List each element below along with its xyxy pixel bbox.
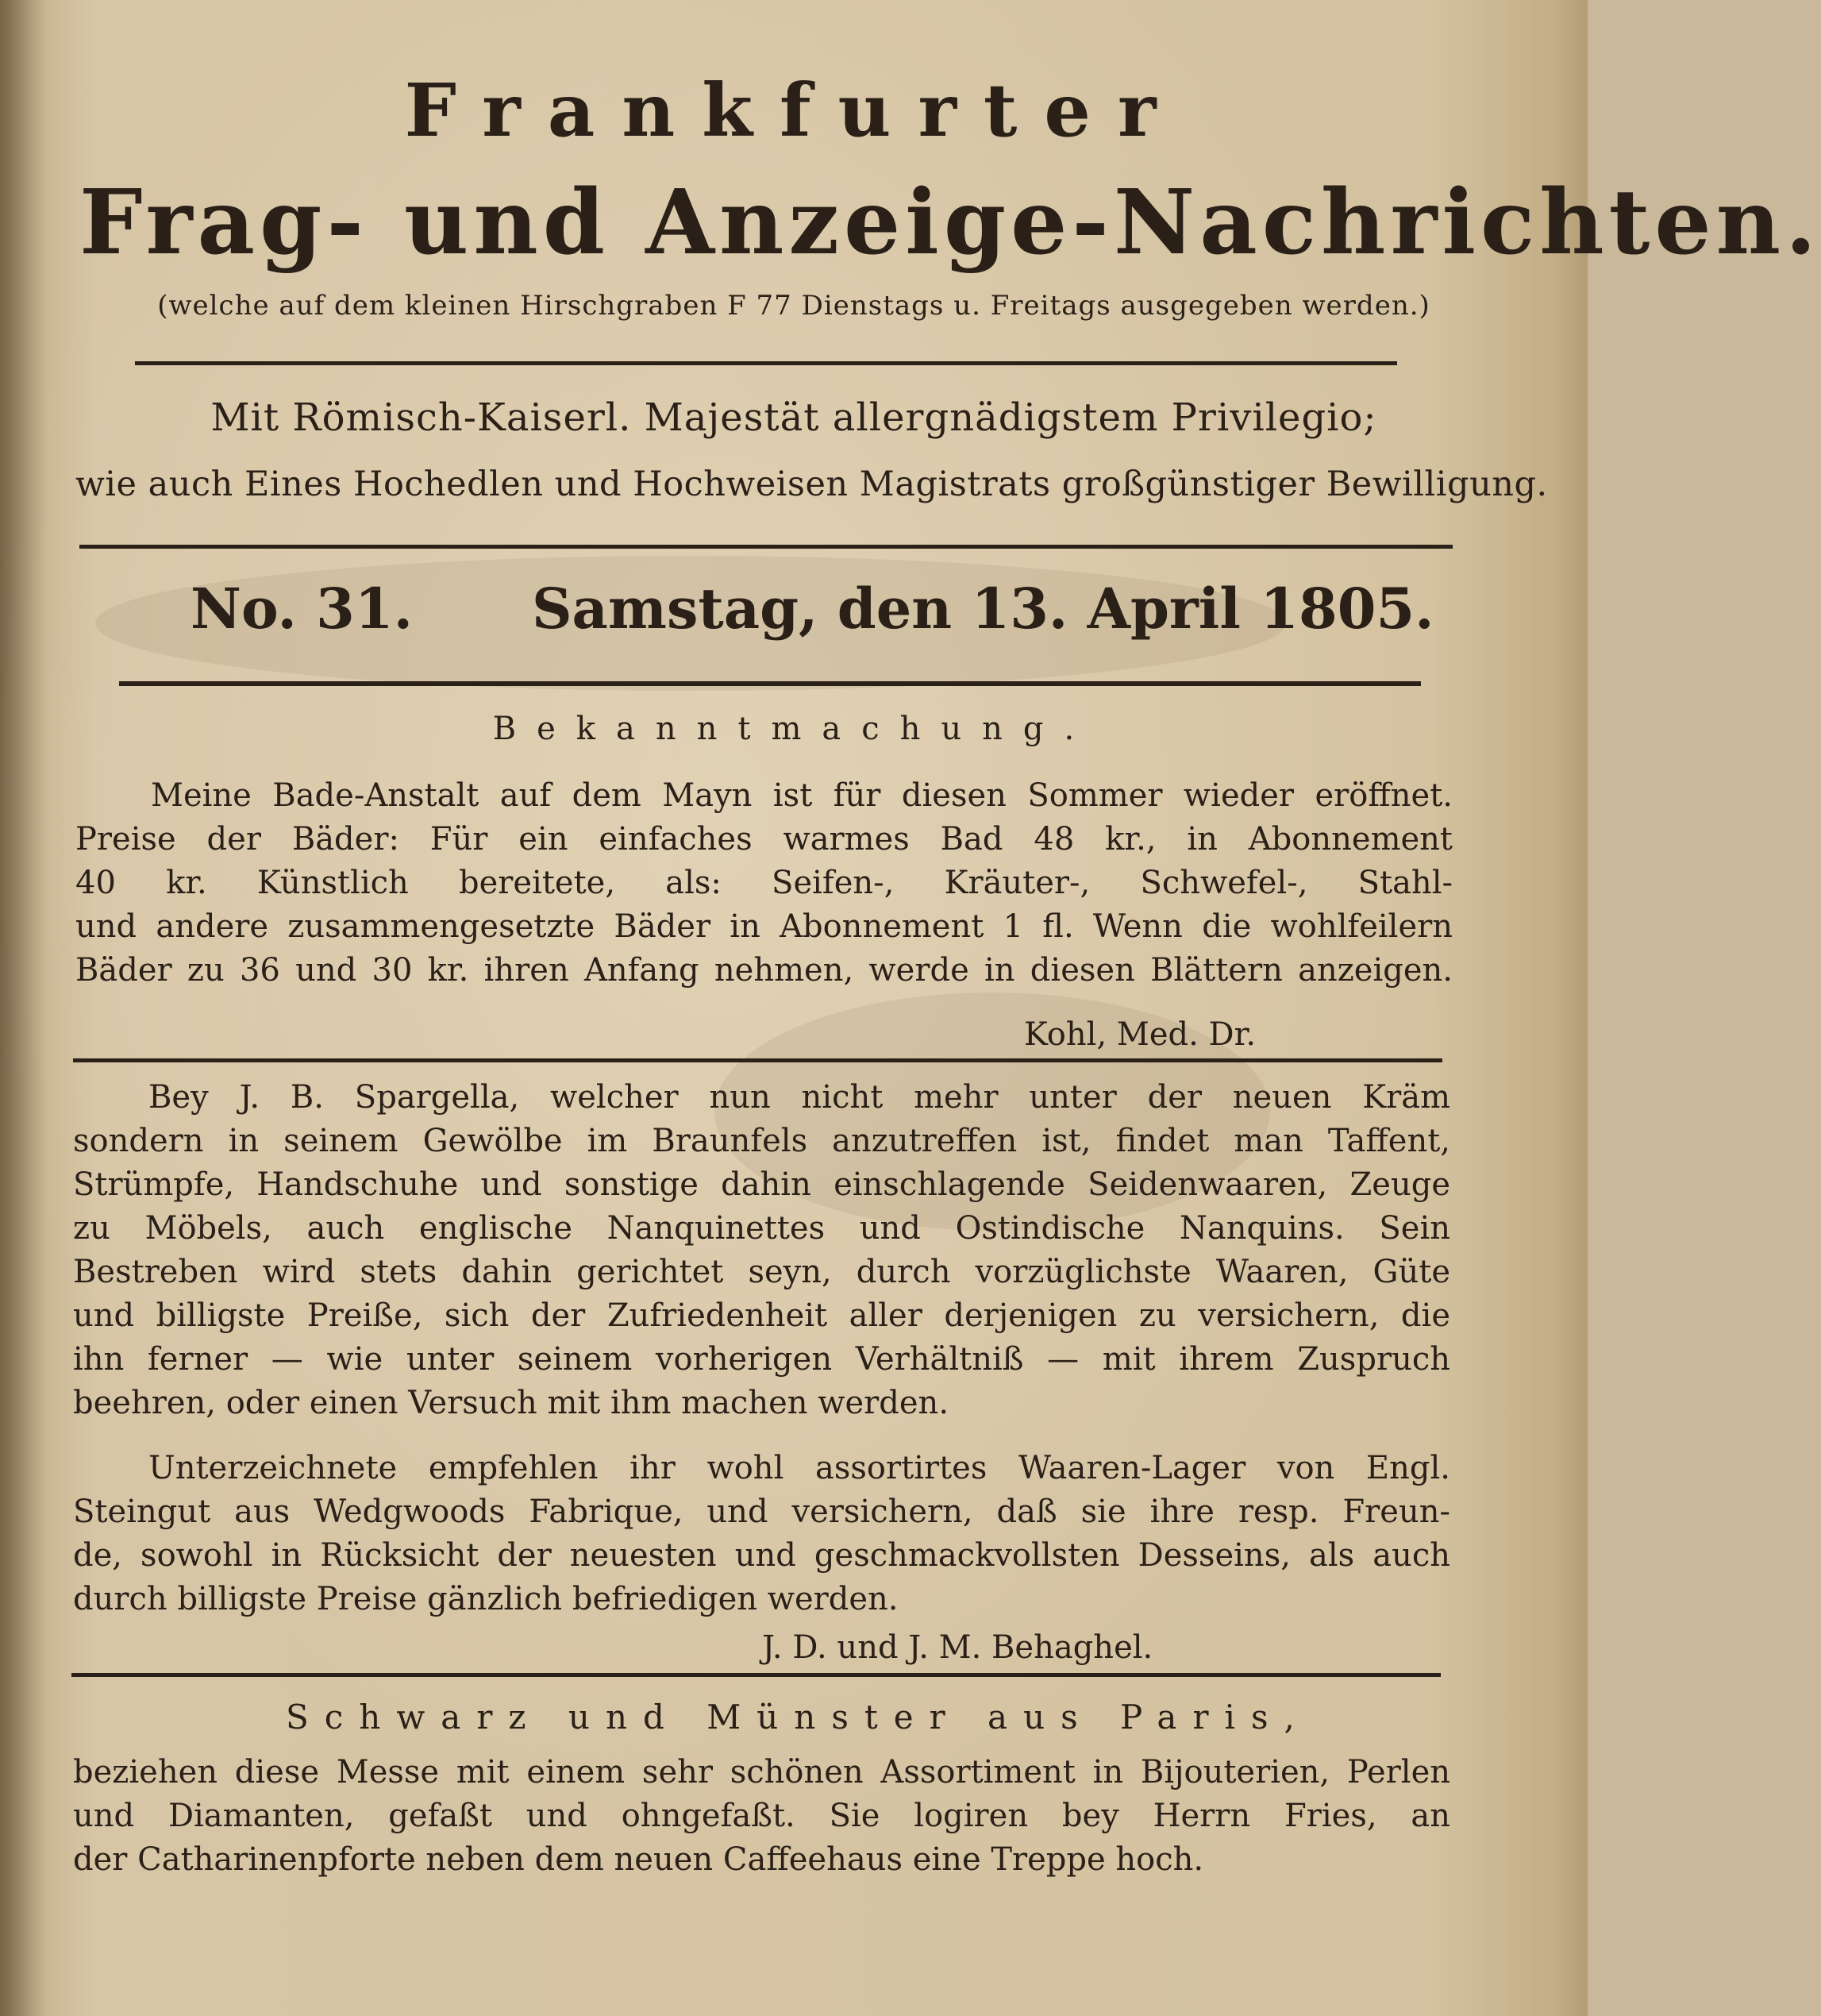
notice-line: Steingut aus Wedgwoods Fabrique, und versichern, daß sie ihre resp. Freun- (73, 1494, 1450, 1530)
divider-rule (73, 1058, 1442, 1062)
notice-1-text (75, 774, 1453, 993)
divider-rule (119, 681, 1421, 686)
notice-line: 40 kr. Künstlich bereitete, als: Seifen-, Kräuter-, Schwefel-, Stahl- (75, 865, 1453, 901)
notice-line: Bäder zu 36 und 30 kr. ihren Anfang nehmen, werde in diesen Blättern anzeigen. (75, 952, 1453, 989)
notice-line: sondern in seinem Gewölbe im Braunfels anzutreffen ist, findet man Taffent, (73, 1123, 1450, 1159)
notice-line: beziehen diese Messe mit einem sehr schönen Assortiment in Bijouterien, Perlen (73, 1754, 1450, 1791)
notice-heading: Schwarz und Münster aus Paris, (286, 1698, 1311, 1737)
issue-number: No. 31. (191, 576, 413, 642)
notice-line: Strümpfe, Handschuhe und sonstige dahin einschlagende Seidenwaaren, Zeuge (73, 1166, 1450, 1203)
notice-line: Preise der Bäder: Für ein einfaches warmes Bad 48 kr., in Abonnement (75, 821, 1453, 858)
privilege-line1: Mit Römisch-Kaiserl. Majestät allergnädigstem Privilegio; (210, 395, 1377, 440)
divider-rule (71, 1673, 1441, 1677)
notice-line: durch billigste Preise gänzlich befriedigen werden. (73, 1581, 899, 1617)
notice-line: Meine Bade-Anstalt auf dem Mayn ist für diesen Sommer wieder eröffnet. (151, 777, 1453, 814)
notice-line: Bey J. B. Spargella, welcher nun nicht mehr unter der neuen Kräm (148, 1079, 1450, 1116)
notice-4-text (73, 1751, 1450, 1882)
notice-line: der Catharinenpforte neben dem neuen Caffeehaus eine Treppe hoch. (73, 1841, 1204, 1878)
notice-heading: Bekanntmachung. (492, 711, 1095, 747)
divider-rule (135, 361, 1397, 365)
notice-line: de, sowohl in Rücksicht der neuesten und geschmackvollsten Desseins, als auch (73, 1537, 1450, 1574)
notice-line: Bestreben wird stets dahin gerichtet seyn, durch vorzüglichste Waaren, Güte (73, 1254, 1450, 1290)
masthead-title-line1: Frankfurter (404, 67, 1184, 153)
notice-line: ihn ferner — wie unter seinem vorherigen Verhältniß — mit ihrem Zuspruch (73, 1341, 1450, 1378)
notice-signature: J. D. und J. M. Behaghel. (762, 1629, 1153, 1666)
notice-line: und billigste Preiße, sich der Zufriedenheit aller derjenigen zu versichern, die (73, 1297, 1450, 1334)
issue-date: Samstag, den 13. April 1805. (532, 576, 1434, 642)
notice-line: Unterzeichnete empfehlen ihr wohl assortirtes Waaren-Lager von Engl. (148, 1450, 1450, 1486)
notice-line: beehren, oder einen Versuch mit ihm machen werden. (73, 1385, 949, 1421)
notice-signature: Kohl, Med. Dr. (1024, 1016, 1257, 1053)
notice-line: und andere zusammengesetzte Bäder in Abonnement 1 fl. Wenn die wohlfeilern (75, 908, 1453, 945)
notice-2-text (73, 1076, 1450, 1425)
privilege-line2: wie auch Eines Hochedlen und Hochweisen Magistrats großgünstiger Bewilligung. (75, 464, 1548, 504)
masthead-title-line2: Frag- und Anzeige-Nachrichten. (79, 171, 1821, 275)
masthead-subtitle: (welche auf dem kleinen Hirschgraben F 77 Dienstags u. Freitags ausgegeben werden.) (157, 290, 1430, 322)
spine-shadow (0, 0, 48, 2016)
divider-rule (79, 545, 1453, 549)
notice-line: zu Möbels, auch englische Nanquinettes und Ostindische Nanquins. Sein (73, 1210, 1450, 1247)
notice-3-text (73, 1447, 1450, 1621)
notice-line: und Diamanten, gefaßt und ohngefaßt. Sie logiren bey Herrn Fries, an (73, 1798, 1450, 1834)
